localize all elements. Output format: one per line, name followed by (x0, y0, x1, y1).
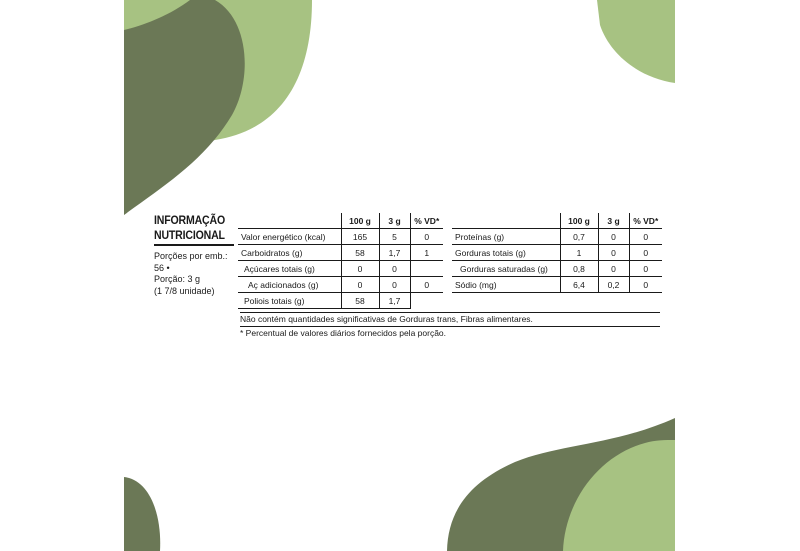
table-header-row (452, 213, 662, 229)
footnote-divider-bottom (240, 326, 660, 327)
value-vd: 0 (629, 277, 662, 293)
table-row (238, 229, 443, 245)
table-row (452, 277, 662, 293)
value-100g: 165 (341, 229, 379, 245)
row-label: Carboidratos (g) (238, 245, 341, 261)
value-vd (410, 293, 443, 309)
portion-household: (1 7/8 unidade) (154, 285, 215, 296)
servings-row (154, 263, 239, 275)
value-portion: 0 (598, 261, 629, 277)
table-row (452, 261, 662, 277)
value-portion: 0 (379, 277, 410, 293)
value-vd: 0 (629, 245, 662, 261)
value-portion: 0 (598, 229, 629, 245)
value-portion: 5 (379, 229, 410, 245)
top-right-light-blob (597, 0, 675, 83)
table-row (238, 261, 443, 277)
row-label: Gorduras totais (g) (452, 245, 560, 261)
row-label: Proteínas (g) (452, 229, 560, 245)
table-row (452, 229, 662, 245)
table-row (238, 293, 443, 309)
value-portion: 0 (379, 261, 410, 277)
serving-info (154, 251, 239, 297)
top-left-dark-blob (124, 0, 245, 215)
value-portion: 1,7 (379, 293, 410, 309)
title-underline (154, 244, 234, 246)
table-row (238, 245, 443, 261)
value-vd: 0 (629, 229, 662, 245)
header-vd: % VD* (629, 213, 662, 229)
value-portion: 0,2 (598, 277, 629, 293)
table-header-row (238, 213, 443, 229)
header-label (238, 213, 341, 229)
servings-label: Porções por emb.: (154, 251, 228, 261)
header-portion: 3 g (379, 213, 410, 229)
row-label: Valor energético (kcal) (238, 229, 341, 245)
header-label (452, 213, 560, 229)
value-portion: 1,7 (379, 245, 410, 261)
header-100g: 100 g (341, 213, 379, 229)
portion-label: Porção: 3 g (154, 274, 201, 284)
value-100g: 0 (341, 261, 379, 277)
table-row (238, 277, 443, 293)
value-100g: 58 (341, 245, 379, 261)
title-line-2: NUTRICIONAL (154, 228, 225, 242)
nutrition-panel (150, 210, 670, 345)
nutrition-table-left (238, 213, 443, 309)
table-row (452, 245, 662, 261)
row-label: Gorduras saturadas (g) (452, 261, 560, 277)
value-vd: 0 (629, 261, 662, 277)
nutrition-table-right (452, 213, 662, 293)
value-vd: 1 (410, 245, 443, 261)
value-100g: 0 (341, 277, 379, 293)
value-vd: 0 (410, 277, 443, 293)
footnote-vd: * Percentual de valores diários fornecidos pela porção. (240, 328, 447, 338)
value-vd (410, 261, 443, 277)
row-label: Sódio (mg) (452, 277, 560, 293)
bottom-left-dark-blob (124, 477, 160, 551)
row-label: Açúcares totais (g) (238, 261, 341, 277)
value-100g: 58 (341, 293, 379, 309)
value-100g: 6,4 (560, 277, 598, 293)
panel-title (154, 213, 224, 243)
row-label: Aç adicionados (g) (238, 277, 341, 293)
value-100g: 1 (560, 245, 598, 261)
header-100g: 100 g (560, 213, 598, 229)
header-vd: % VD* (410, 213, 443, 229)
value-portion: 0 (598, 245, 629, 261)
title-line-1: INFORMAÇÃO (154, 213, 225, 227)
footnote-not-significant: Não contém quantidades significativas de Gorduras trans, Fibras alimentares. (240, 314, 533, 324)
footnote-divider-top (240, 312, 660, 313)
header-portion: 3 g (598, 213, 629, 229)
row-label: Poliois totais (g) (238, 293, 341, 309)
servings-mark: • (166, 262, 170, 273)
value-100g: 0,8 (560, 261, 598, 277)
value-vd: 0 (410, 229, 443, 245)
value-100g: 0,7 (560, 229, 598, 245)
servings-value: 56 (154, 262, 165, 273)
